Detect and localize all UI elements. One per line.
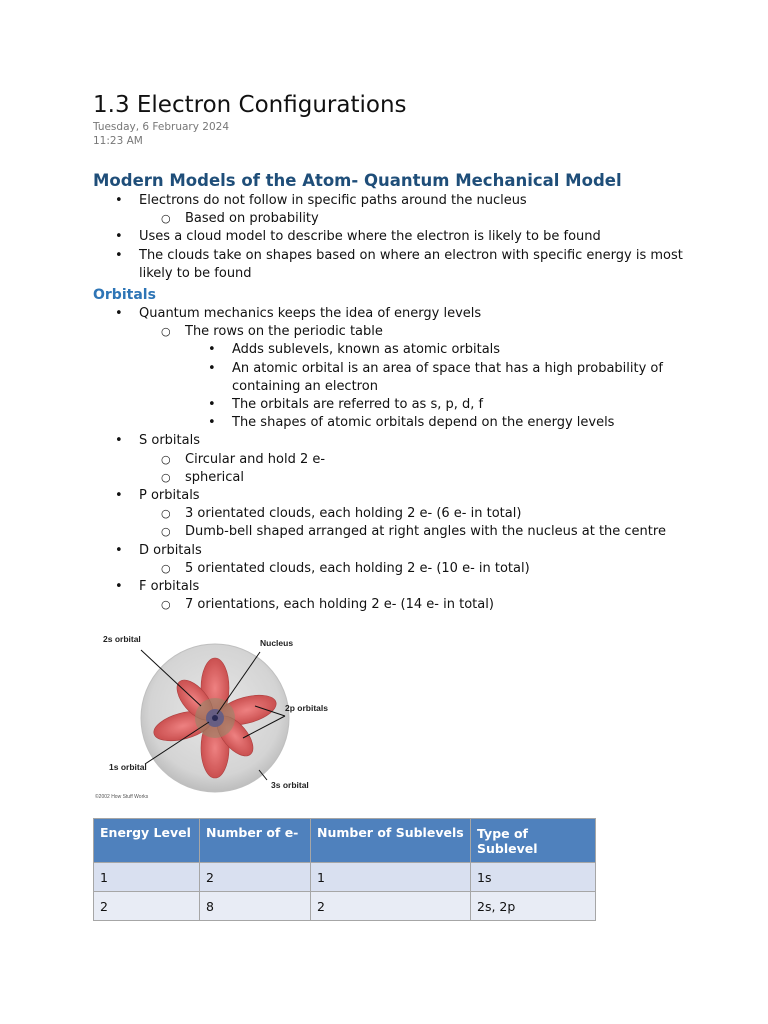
bullet-icon: •: [208, 360, 216, 376]
orbital-illustration: [95, 630, 335, 800]
list-item: • D orbitals: [93, 542, 693, 560]
page-title: 1.3 Electron Configurations: [93, 92, 407, 118]
list-item: • Uses a cloud model to describe where the electron is likely to be found: [93, 228, 693, 246]
list-item: • The clouds take on shapes based on where an electron with specific energy is most: [93, 247, 693, 265]
column-header: Type of Sublevel: [471, 819, 596, 863]
circle-bullet-icon: ○: [161, 470, 171, 484]
list-item-continued: likely to be found: [139, 265, 252, 281]
atom-orbital-diagram: [95, 630, 335, 800]
label-2p-orbitals: 2p orbitals: [285, 703, 328, 714]
image-copyright: ©2002 How Stuff Works: [95, 794, 149, 801]
table-cell: 2: [200, 863, 311, 892]
label-2s-orbital: 2s orbital: [103, 634, 141, 645]
column-header: Number of Sublevels: [311, 819, 471, 863]
list-item: • Quantum mechanics keeps the idea of energy levels: [93, 305, 693, 323]
list-item: • Electrons do not follow in specific paths around the nucleus: [93, 192, 693, 210]
section-heading-orbitals: Orbitals: [93, 287, 156, 304]
column-header: Energy Level: [94, 819, 200, 863]
list-item: ○ 5 orientated clouds, each holding 2 e- (10 e- in total): [93, 560, 693, 578]
list-item-continued: containing an electron: [232, 378, 378, 394]
table-header-row: [94, 819, 596, 863]
energy-level-table: [93, 818, 596, 921]
bullet-icon: •: [208, 415, 216, 431]
circle-bullet-icon: ○: [161, 325, 171, 339]
circle-bullet-icon: ○: [161, 561, 171, 575]
circle-bullet-icon: ○: [161, 598, 171, 612]
bullet-icon: •: [208, 397, 216, 413]
circle-bullet-icon: ○: [161, 525, 171, 539]
orbitals-list: [93, 305, 693, 614]
section-heading-models: Modern Models of the Atom- Quantum Mechanical Model: [93, 171, 622, 190]
list-item: ○ 3 orientated clouds, each holding 2 e- (6 e- in total): [93, 505, 693, 523]
table-cell: 2: [94, 892, 200, 921]
list-item: • S orbitals: [93, 432, 693, 450]
bullet-icon: •: [115, 247, 123, 263]
list-item: ○ Dumb-bell shaped arranged at right angles with the nucleus at the centre: [93, 523, 693, 541]
list-item: • An atomic orbital is an area of space that has a high probability of: [93, 360, 693, 378]
table-cell: 2: [311, 892, 471, 921]
circle-bullet-icon: ○: [161, 507, 171, 521]
page-time: 11:23 AM: [93, 135, 143, 147]
table-row: [94, 863, 596, 892]
table-cell: 1: [311, 863, 471, 892]
list-item: ○ Based on probability: [93, 210, 693, 228]
column-header: Number of e-: [200, 819, 311, 863]
label-3s-orbital: 3s orbital: [271, 780, 309, 791]
list-item: • The orbitals are referred to as s, p, d, f: [93, 396, 693, 414]
table-cell: 8: [200, 892, 311, 921]
list-item: • The shapes of atomic orbitals depend on the energy levels: [93, 414, 693, 432]
bullet-icon: •: [115, 433, 123, 449]
bullet-icon: •: [115, 542, 123, 558]
label-nucleus: Nucleus: [260, 638, 294, 649]
bullet-icon: •: [115, 193, 123, 208]
circle-bullet-icon: ○: [161, 452, 171, 466]
table-cell: 1s: [471, 863, 596, 892]
list-item: • F orbitals: [93, 578, 693, 596]
models-list: [93, 192, 693, 283]
list-item: ○ 7 orientations, each holding 2 e- (14 e- in total): [93, 596, 693, 614]
bullet-icon: •: [115, 488, 123, 504]
table-row: [94, 892, 596, 921]
list-item: • P orbitals: [93, 487, 693, 505]
page-date: Tuesday, 6 February 2024: [93, 121, 229, 133]
note-page: [93, 90, 693, 921]
bullet-icon: •: [115, 579, 123, 595]
circle-bullet-icon: ○: [161, 212, 171, 226]
table-cell: 2s, 2p: [471, 892, 596, 921]
list-item: • Adds sublevels, known as atomic orbitals: [93, 341, 693, 359]
nucleus-dot: [212, 715, 218, 721]
list-item: ○ Circular and hold 2 e-: [93, 451, 693, 469]
bullet-icon: •: [115, 229, 123, 245]
bullet-icon: •: [208, 342, 216, 358]
bullet-icon: •: [115, 306, 123, 322]
label-1s-orbital: 1s orbital: [109, 762, 147, 773]
list-item: ○ The rows on the periodic table: [93, 323, 693, 341]
table-cell: 1: [94, 863, 200, 892]
list-item: ○ spherical: [93, 469, 693, 487]
